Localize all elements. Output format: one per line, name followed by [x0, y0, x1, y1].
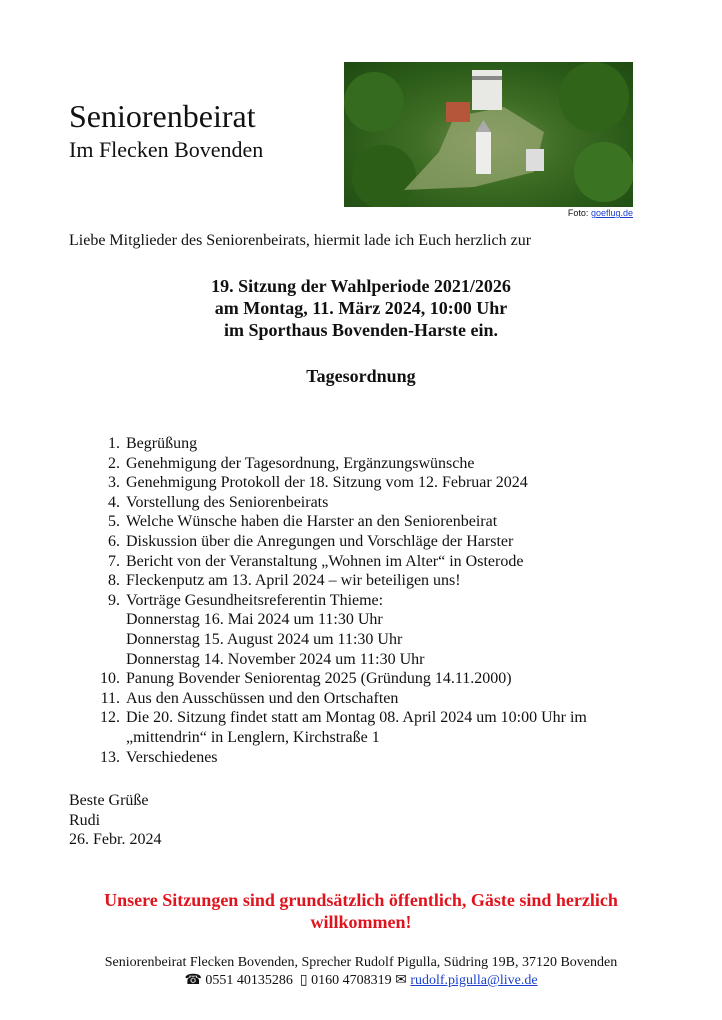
agenda-item-line: Genehmigung der Tagesordnung, Ergänzungswünsche [126, 454, 475, 472]
agenda-item [88, 493, 587, 513]
date: 26. Febr. 2024 [69, 831, 162, 849]
agenda-item-line: Fleckenputz am 13. April 2024 – wir beteiligen uns! [126, 572, 461, 590]
agenda-item-text [126, 473, 528, 493]
agenda-item-number: 5. [108, 513, 120, 531]
agenda-item-number: 1. [108, 435, 120, 452]
agenda-item [88, 552, 587, 572]
agenda-title: Tagesordnung [306, 366, 416, 386]
meeting-line-3: im Sporthaus Bovenden-Harste ein. [223, 320, 499, 340]
agenda-item-number: 10. [100, 670, 120, 688]
mobile-icon: ▯ [299, 973, 308, 988]
agenda-item-line: Welche Wünsche haben die Harster an den Seniorenbeirat [126, 513, 498, 531]
agenda-item-line: Panung Bovender Seniorentag 2025 (Gründung 14.11.2000) [126, 670, 512, 688]
agenda-item-number: 12. [100, 709, 120, 727]
castle-photo [344, 62, 633, 207]
photo-credit [568, 208, 633, 218]
agenda-item-line: Donnerstag 14. November 2024 um 11:30 Uhr [126, 650, 425, 668]
agenda-item-text [126, 493, 328, 513]
agenda-item-line: Bericht von der Veranstaltung „Wohnen im Alter“ in Osterode [126, 552, 524, 570]
signature-name: Rudi [69, 811, 101, 829]
agenda-item-line: Donnerstag 15. August 2024 um 11:30 Uhr [126, 630, 403, 648]
mobile-number: 0160 4708319 [311, 973, 392, 988]
agenda-item-number: 8. [108, 572, 120, 590]
agenda-item [88, 708, 587, 747]
agenda-item [88, 571, 587, 591]
intro-text: Liebe Mitglieder des Seniorenbeirats, hiermit lade ich Euch herzlich zur [69, 232, 532, 249]
subtitle: Im Flecken Bovenden [69, 137, 264, 162]
agenda-item [88, 512, 587, 532]
meeting-line-2: am Montag, 11. März 2024, 10:00 Uhr [214, 298, 508, 318]
agenda-item-text [126, 571, 461, 591]
agenda-item-line: Verschiedenes [126, 748, 218, 766]
meeting-line-1: 19. Sitzung der Wahlperiode 2021/2026 [211, 276, 511, 296]
agenda-item [88, 591, 587, 669]
agenda-item-text [126, 689, 398, 709]
footer-address: Seniorenbeirat Flecken Bovenden, Sprecher Rudolf Pigulla, Südring 19B, 37120 Bovenden [104, 955, 618, 970]
agenda-item-text [126, 532, 513, 552]
photo-credit-label: Foto: [567, 208, 589, 218]
agenda-item [88, 454, 587, 474]
agenda-item [88, 748, 587, 768]
agenda-item-text [126, 591, 424, 669]
agenda-item [88, 689, 587, 709]
agenda-item-text [126, 708, 587, 747]
agenda-item-number: 13. [100, 748, 120, 766]
agenda-item-text [126, 748, 218, 768]
agenda-item-number: 9. [108, 591, 120, 609]
agenda-item-text [126, 512, 497, 532]
photo-credit-link[interactable]: goeflug.de [590, 208, 633, 218]
agenda-item-text [126, 434, 197, 454]
agenda-item-number: 6. [108, 532, 120, 550]
phone-icon: ☎ [184, 973, 202, 988]
agenda-item-line: Genehmigung Protokoll der 18. Sitzung vom 12. Februar 2024 [126, 474, 528, 492]
agenda-item-line: Donnerstag 16. Mai 2024 um 11:30 Uhr [126, 611, 383, 629]
agenda-item-number: 3. [108, 474, 120, 492]
greeting: Beste Grüße [69, 792, 149, 809]
phone-number: 0551 40135286 [205, 973, 293, 988]
castle-illustration [344, 62, 633, 207]
agenda-item [88, 532, 587, 552]
agenda-item-line: Aus den Ausschüssen und den Ortschaften [126, 689, 399, 707]
email-link[interactable]: rudolf.pigulla@live.de [410, 973, 538, 988]
agenda-item-text [126, 669, 512, 689]
agenda-item-line: Diskussion über die Anregungen und Vorschläge der Harster [126, 532, 514, 550]
public-note: Unsere Sitzungen sind grundsätzlich öffentlich, Gäste sind herzlich willkommen! [104, 890, 618, 932]
agenda-item-line: „mittendrin“ in Lenglern, Kirchstraße 1 [126, 728, 380, 746]
agenda-item [88, 669, 587, 689]
closing [69, 791, 161, 850]
agenda-item-text [126, 454, 474, 474]
agenda-item-text [126, 552, 523, 572]
agenda-item-line: Die 20. Sitzung findet statt am Montag 08. April 2024 um 10:00 Uhr im [126, 709, 587, 727]
agenda-list [88, 434, 587, 767]
agenda-item-line: Vorstellung des Seniorenbeirats [126, 493, 329, 511]
agenda-item [88, 473, 587, 493]
agenda-item-line: Vorträge Gesundheitsreferentin Thieme: [126, 591, 384, 609]
agenda-item-number: 7. [108, 552, 120, 570]
agenda-item-line: Begrüßung [126, 435, 198, 452]
agenda-item-number: 4. [108, 493, 120, 511]
email-icon: ✉ [395, 973, 407, 988]
agenda-item-number: 11. [100, 689, 120, 707]
title: Seniorenbeirat [69, 98, 256, 134]
footer [0, 954, 722, 990]
agenda-item-number: 2. [108, 454, 120, 472]
agenda-item [88, 434, 587, 454]
